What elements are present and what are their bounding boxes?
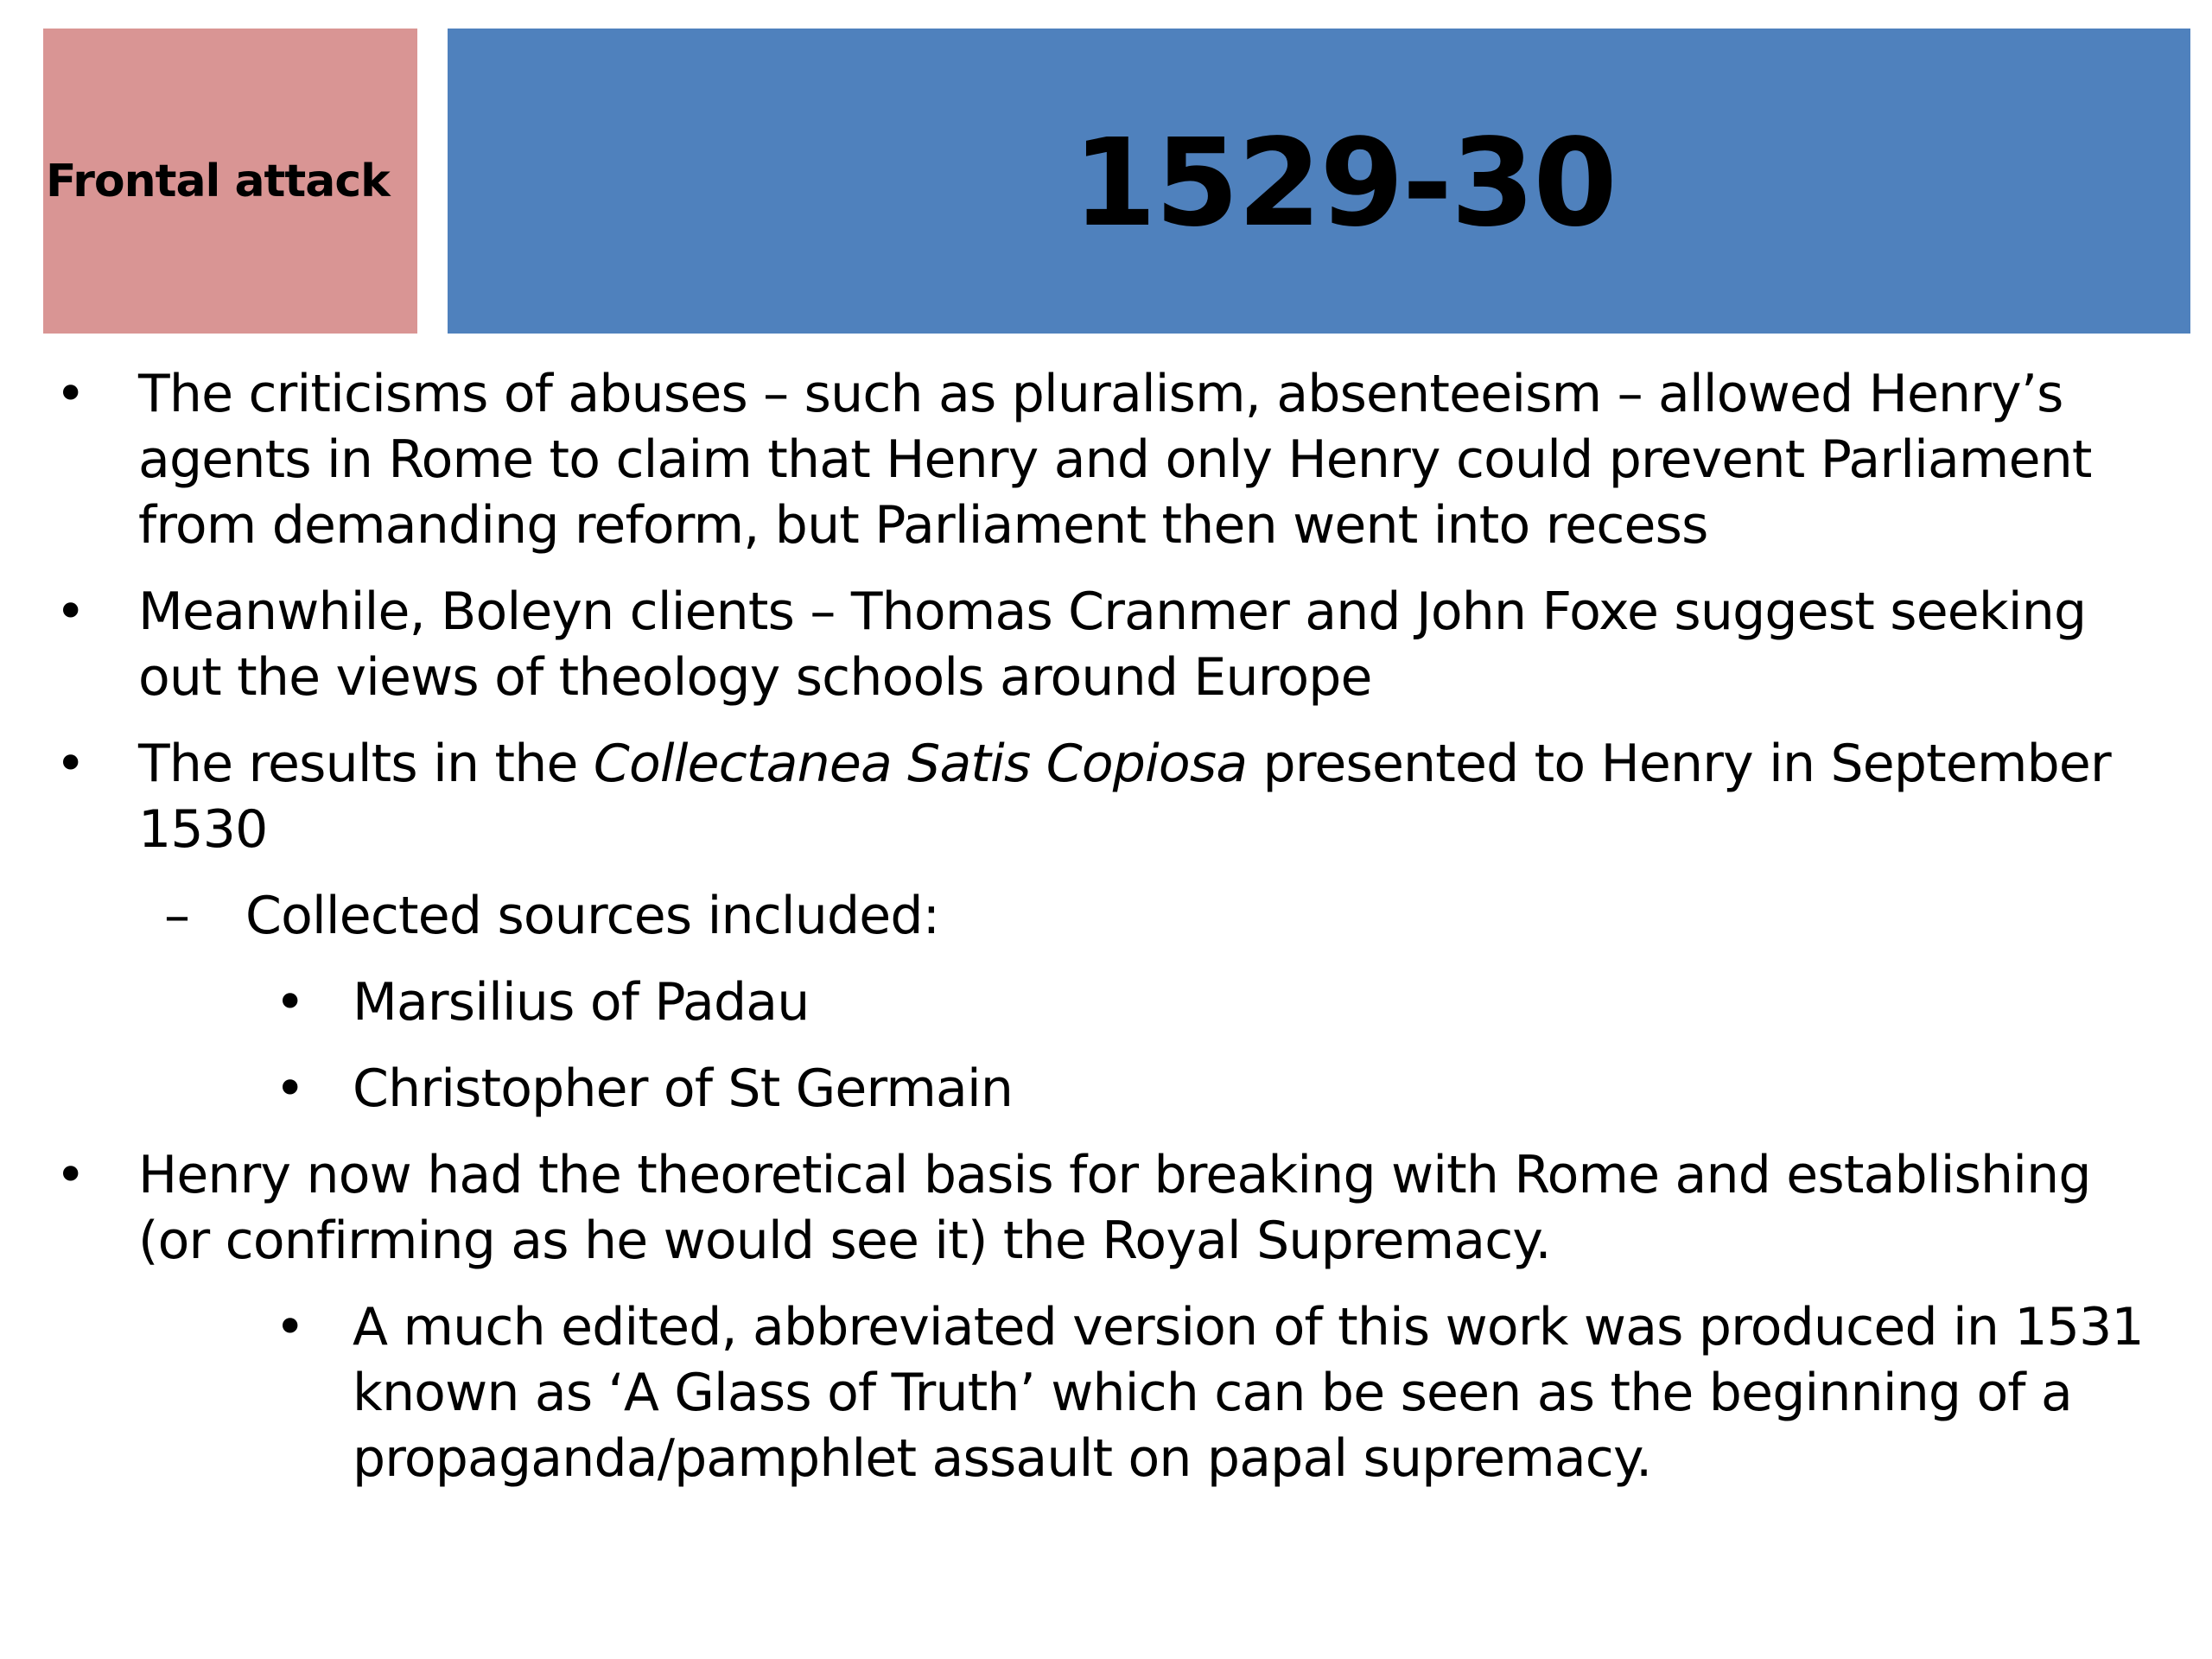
- title-banner: [448, 29, 2190, 334]
- bullet-marker: •: [55, 582, 86, 642]
- bullet-item: [0, 1142, 2152, 1274]
- bullet-marker: •: [275, 972, 305, 1033]
- bullet-text: Meanwhile, Boleyn clients – Thomas Cranmer and John Foxe suggest seeking out the views of theology schools around Europe: [138, 582, 2087, 708]
- bullet-list: [0, 361, 2212, 1491]
- bullet-item: [0, 731, 2152, 862]
- work-title: Collectanea Satis Copiosa: [593, 734, 1248, 794]
- dash-marker: –: [164, 886, 190, 946]
- sub-sub-bullet-text: Marsilius of Padau: [353, 972, 810, 1033]
- bullet-item: [0, 579, 2152, 710]
- bullet-item: [0, 361, 2152, 558]
- sub-bullet-text: Collected sources included:: [245, 886, 940, 946]
- section-tag-label: Frontal attack: [46, 155, 390, 207]
- sub-sub-bullet-text: A much edited, abbreviated version of this work was produced in 1531 known as ‘A Glass of Truth’ which can be seen as the beginning of a propaganda/pamphlet assault on papal supremacy.: [353, 1297, 2144, 1489]
- slide-title: 1529-30: [1072, 113, 1616, 254]
- bullet-text-prefix: The results in the: [138, 734, 594, 794]
- bullet-marker: •: [275, 1058, 305, 1119]
- bullet-text-suffix: presented to Henry in September 1530: [138, 734, 2111, 860]
- bullet-text: [138, 734, 2111, 860]
- bullet-text: The criticisms of abuses – such as pluralism, absenteeism – allowed Henry’s agents in Rome to claim that Henry and only Henry could prevent Parliament from demanding reform, but Parliament then went into recess: [138, 364, 2092, 556]
- sub-sub-bullet-item: [0, 1294, 2177, 1491]
- section-tag-box: [43, 29, 417, 334]
- bullet-text: Henry now had the theoretical basis for breaking with Rome and establishing (or confirming as he would see it) the Royal Supremacy.: [138, 1145, 2091, 1271]
- bullet-marker: •: [55, 364, 86, 424]
- sub-sub-bullet-text: Christopher of St Germain: [353, 1058, 1014, 1119]
- sub-sub-bullet-item: [0, 969, 2177, 1035]
- bullet-marker: •: [55, 734, 86, 794]
- sub-bullet-item: [0, 883, 2212, 949]
- sub-sub-bullet-item: [0, 1056, 2177, 1122]
- bullet-marker: •: [275, 1297, 305, 1357]
- bullet-marker: •: [55, 1145, 86, 1205]
